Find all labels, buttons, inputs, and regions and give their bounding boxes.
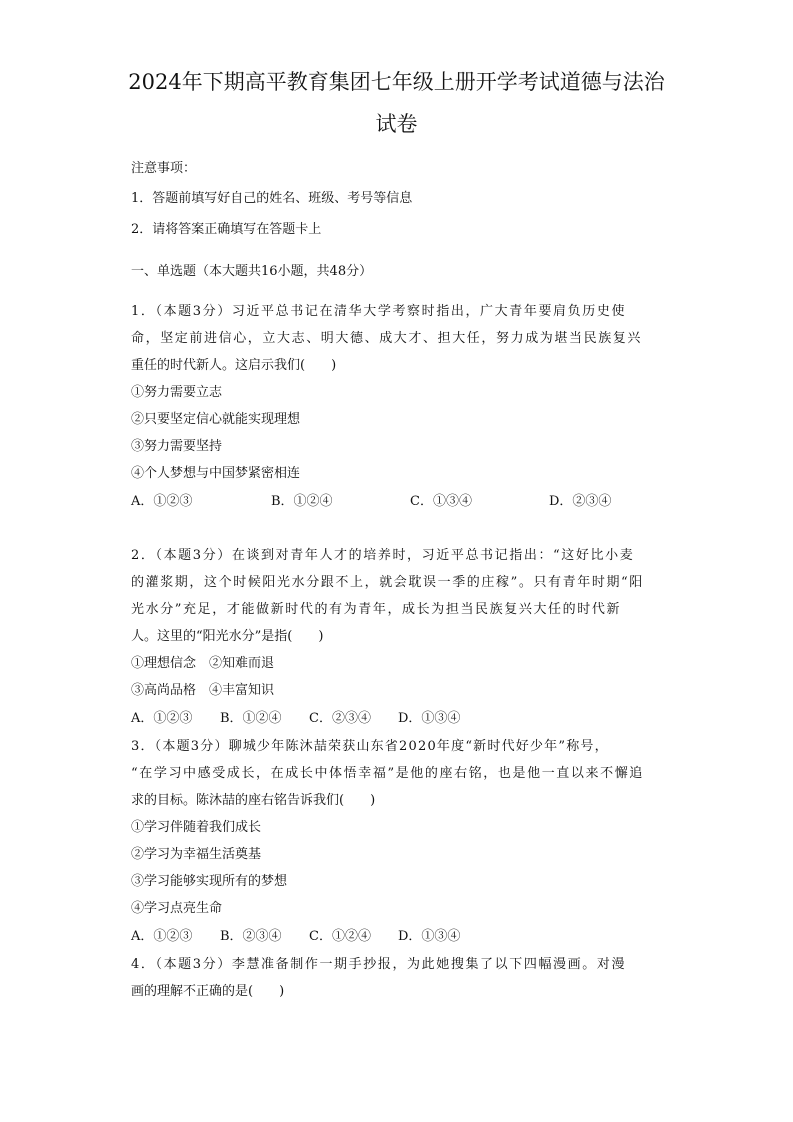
question-2-stem-line: 人。这里的“阳光水分”是指( ) xyxy=(131,629,324,644)
question-1-option-a[interactable]: A．①②③ xyxy=(131,494,193,509)
question-2-stem-line: 2．（本题3分）在谈到对青年人才的培养时，习近平总书记指出：“这好比小麦 xyxy=(131,548,635,563)
question-3-statement: ③学习能够实现所有的梦想 xyxy=(131,874,288,889)
notice-item-2: 2．请将答案正确填写在答题卡上 xyxy=(131,222,322,237)
question-1-stem-line: 1．（本题3分）习近平总书记在清华大学考察时指出，广大青年要肩负历史使 xyxy=(131,304,627,319)
question-3-statement: ④学习点亮生命 xyxy=(131,901,223,916)
question-2-statement: ①理想信念 ②知难而退 xyxy=(131,656,275,671)
question-1-option-c[interactable]: C．①③④ xyxy=(410,494,472,509)
section-heading: 一、单选题（本大题共16小题，共48分） xyxy=(131,264,373,279)
question-3-statement: ①学习伴随着我们成长 xyxy=(131,820,262,835)
question-1-option-b[interactable]: B．①②④ xyxy=(271,494,333,509)
exam-title-line-1: 2024年下期高平教育集团七年级上册开学考试道德与法治 xyxy=(128,70,665,94)
question-2-option-a[interactable]: A．①②③ xyxy=(131,711,193,726)
question-2-option-b[interactable]: B．①②④ xyxy=(220,711,282,726)
exam-title-line-2: 试卷 xyxy=(375,112,418,136)
question-3-option-b[interactable]: B．②③④ xyxy=(220,929,282,944)
question-1-stem-line: 命，坚定前进信心，立大志、明大德、成大才、担大任，努力成为堪当民族复兴 xyxy=(131,331,643,346)
notice-item-1: 1．答题前填写好自己的姓名、班级、考号等信息 xyxy=(131,191,413,206)
question-3-option-c[interactable]: C．①②④ xyxy=(309,929,371,944)
question-3-option-d[interactable]: D．①③④ xyxy=(398,929,461,944)
question-3-stem-line: 求的目标。陈沐喆的座右铭告诉我们( ) xyxy=(131,793,376,808)
notice-heading: 注意事项： xyxy=(131,161,197,176)
question-1-option-d[interactable]: D．②③④ xyxy=(549,494,612,509)
question-1-statement: ②只要坚定信心就能实现理想 xyxy=(131,412,301,427)
question-4-stem-line: 画的理解不正确的是( ) xyxy=(131,984,285,999)
question-1-stem-line: 重任的时代新人。这启示我们( ) xyxy=(131,358,337,373)
question-1-statement: ④个人梦想与中国梦紧密相连 xyxy=(131,466,301,481)
question-2-stem-line: 的灌浆期，这个时候阳光水分跟不上，就会耽误一季的庄稼”。只有青年时期“阳 xyxy=(131,575,644,590)
question-4-stem-line: 4．（本题3分）李慧准备制作一期手抄报，为此她搜集了以下四幅漫画。对漫 xyxy=(131,957,627,972)
question-2-stem-line: 光水分”充足，才能做新时代的有为青年，成长为担当民族复兴大任的时代新 xyxy=(131,602,622,617)
question-3-stem-line: “在学习中感受成长，在成长中体悟幸福”是他的座右铭，也是他一直以来不懈追 xyxy=(131,766,644,781)
question-2-option-c[interactable]: C．②③④ xyxy=(309,711,371,726)
question-3-stem-line: 3．（本题3分）聊城少年陈沐喆荣获山东省2020年度“新时代好少年”称号， xyxy=(131,739,609,754)
question-3-statement: ②学习为幸福生活奠基 xyxy=(131,847,262,862)
question-2-statement: ③高尚品格 ④丰富知识 xyxy=(131,683,275,698)
question-3-option-a[interactable]: A．①②③ xyxy=(131,929,193,944)
question-1-statement: ①努力需要立志 xyxy=(131,385,223,400)
question-1-statement: ③努力需要坚持 xyxy=(131,439,223,454)
question-2-option-d[interactable]: D．①③④ xyxy=(398,711,461,726)
